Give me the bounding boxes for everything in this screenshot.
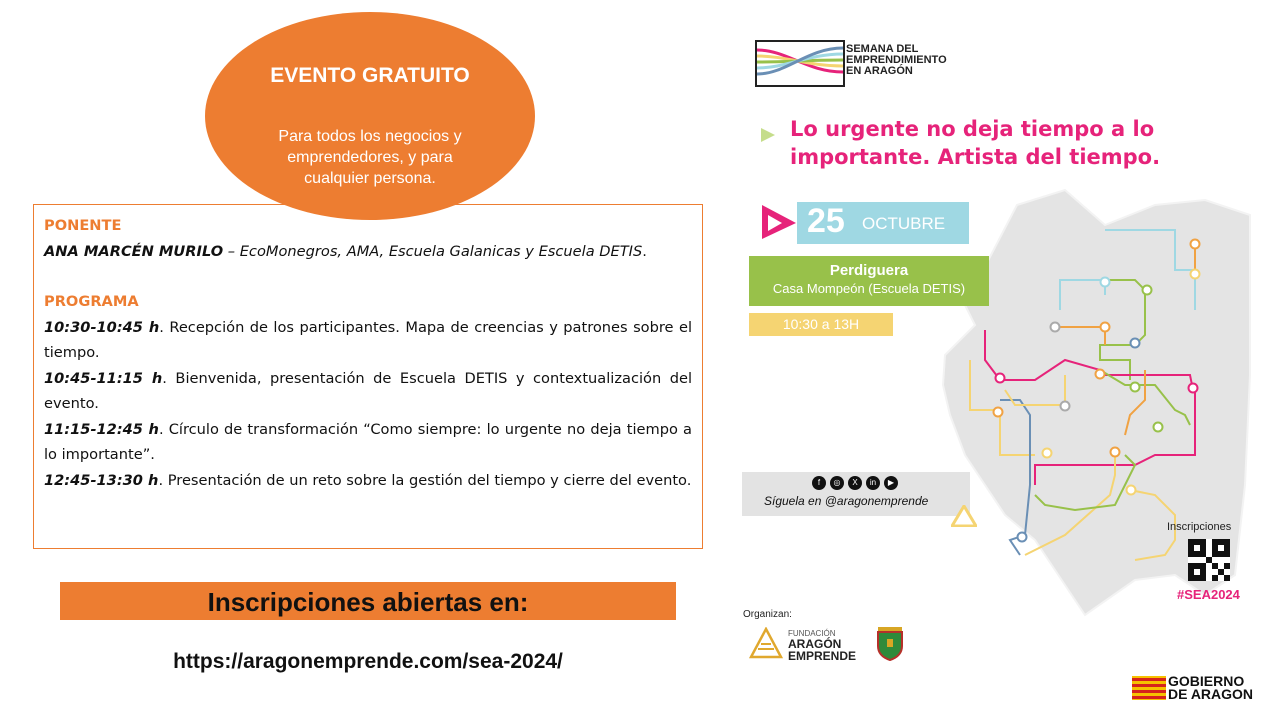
organizers-label: Organizan:: [743, 609, 792, 620]
free-event-title: EVENTO GRATUITO: [270, 64, 470, 87]
triangle-logo-icon: [951, 505, 977, 527]
event-hashtag: #SEA2024: [1177, 587, 1240, 602]
program-item-time: 12:45-13:30 h: [44, 471, 159, 489]
metro-map-illustration: [735, 15, 1265, 670]
sea-logo-mark: [755, 40, 845, 87]
instagram-icon[interactable]: ◎: [830, 476, 844, 490]
inscriptions-label: Inscripciones: [1167, 521, 1232, 533]
sea-logo-lines: [757, 42, 843, 85]
free-event-badge: [205, 12, 535, 220]
program-item-text: . Recepción de los participantes. Mapa de creencias y patrones sobre el tiempo.: [44, 318, 693, 361]
x-icon[interactable]: X: [848, 476, 862, 490]
gobierno-aragon-logo-icon: [1132, 676, 1166, 700]
date-arrow-icon: [762, 205, 798, 241]
event-location: [749, 256, 989, 306]
event-headline: Lo urgente no deja tiempo a lo importante. Artista del tiempo.: [790, 117, 1161, 169]
speaker-end: .: [642, 242, 647, 260]
gobierno-aragon-text: GOBIERNO DE ARAGON: [1168, 673, 1254, 702]
program-item: [44, 315, 692, 366]
free-event-description: Para todos los negocios y emprendedores, y para cualquier persona.: [278, 128, 462, 187]
municipal-shield-icon: [876, 627, 904, 661]
program-item: [44, 417, 692, 468]
location-name: Perdiguera: [829, 262, 909, 279]
event-poster: [735, 15, 1265, 670]
facebook-icon[interactable]: f: [812, 476, 826, 490]
sea-title: SEMANA DEL EMPRENDIMIENTO EN ARAGÓN: [846, 43, 947, 77]
speaker-heading: PONENTE: [44, 217, 122, 234]
social-icons: [812, 476, 898, 490]
registration-heading: Inscripciones abiertas en:: [60, 582, 676, 620]
location-place: Casa Mompeón (Escuela DETIS): [772, 281, 966, 296]
speaker-line: [44, 239, 692, 265]
program-heading: PROGRAMA: [44, 293, 139, 310]
fundacion-aragon-emprende-logo-icon: [749, 627, 783, 659]
linkedin-icon[interactable]: in: [866, 476, 880, 490]
program-item: [44, 468, 692, 494]
registration-url[interactable]: https://aragonemprende.com/sea-2024/: [173, 650, 563, 673]
program-box: [33, 204, 703, 549]
event-date: [797, 202, 969, 244]
social-box: [742, 472, 970, 516]
program-item: [44, 366, 692, 417]
program-item-time: 11:15-12:45 h: [44, 420, 159, 438]
event-time: 10:30 a 13H: [749, 313, 893, 336]
play-arrow-icon: [761, 128, 777, 142]
program-item-text: . Presentación de un reto sobre la gestión del tiempo y cierre del evento.: [158, 471, 692, 489]
speaker-affiliation: – EcoMonegros, AMA, Escuela Galanicas y Escuela DETIS: [223, 242, 643, 260]
program-item-text: . Círculo de transformación “Como siempre: lo urgente no deja tiempo a lo importante”.: [44, 420, 692, 463]
fundacion-aragon-emprende-logo-text: FUNDACIÓN ARAGÓN EMPRENDE: [788, 629, 857, 663]
program-item-time: 10:45-11:15 h: [44, 369, 163, 387]
date-month: OCTUBRE: [862, 214, 946, 233]
speaker-name: ANA MARCÉN MURILO: [44, 242, 224, 260]
social-handle: Síguela en @aragonemprende: [764, 494, 929, 508]
youtube-icon[interactable]: ▶: [884, 476, 898, 490]
program-item-text: . Bienvenida, presentación de Escuela DETIS y contextualización del evento.: [44, 369, 692, 412]
program-item-time: 10:30-10:45 h: [44, 318, 160, 336]
date-day: 25: [807, 202, 845, 240]
qr-code-icon[interactable]: [1188, 539, 1230, 581]
